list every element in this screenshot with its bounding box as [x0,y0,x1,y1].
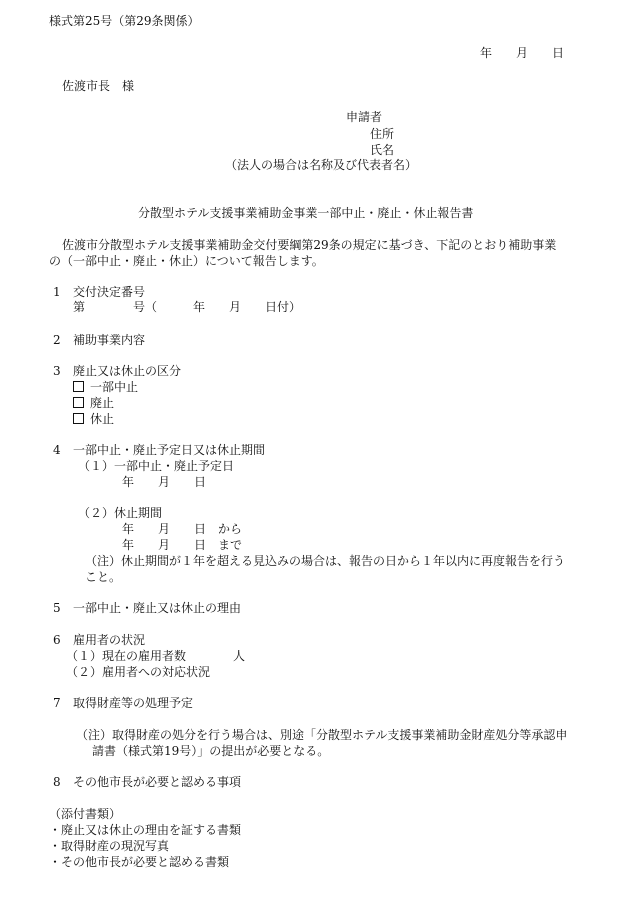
section-4-title: 一部中止・廃止予定日又は休止期間 [73,443,266,457]
checkbox-icon[interactable] [73,397,84,408]
option-suspension[interactable] [73,411,114,427]
corporation-note: （法人の場合は名称及び代表者名） [225,158,418,172]
decision-number-line: 第 号（ 年 月 日付） [73,300,302,314]
section-8-number: 8 [53,775,61,789]
attachment-item: ・取得財産の現況写真 [49,839,170,853]
section-6-number: 6 [53,633,61,647]
suspension-note-line-2: こと。 [85,570,122,584]
period-to-line: 年 月 日 まで [122,538,243,552]
section-7-title: 取得財産等の処理予定 [73,696,194,710]
employee-response-label: （２）雇用者への対応状況 [66,665,211,679]
intro-line-2: の（一部中止・廃止・休止）について報告します。 [49,254,324,268]
section-2-title: 補助事業内容 [73,333,146,347]
checkbox-icon[interactable] [73,413,84,424]
applicant-label: 申請者 [346,110,383,124]
suspension-period-label: （２）休止期間 [78,506,163,520]
option-partial-suspension[interactable] [73,379,138,395]
option-label: 廃止 [90,396,115,410]
intro-line-1: 佐渡市分散型ホテル支援事業補助金交付要綱第29条の規定に基づき、下記のとおり補助事業 [62,238,557,252]
option-abolition[interactable] [73,395,114,411]
section-1-title: 交付決定番号 [73,285,146,299]
section-6-title: 雇用者の状況 [73,633,146,647]
section-8-title: その他市長が必要と認める事項 [73,775,242,789]
employee-count-label: （１）現在の雇用者数 [66,649,187,663]
applicant-name-label: 氏名 [370,143,395,157]
addressee: 佐渡市長 様 [62,79,135,93]
period-from-line: 年 月 日 から [122,522,243,536]
date-line: 年 月 日 [480,46,565,60]
section-2-number: 2 [53,333,61,347]
section-3-title: 廃止又は休止の区分 [73,364,182,378]
attachment-item: ・廃止又は休止の理由を証する書類 [49,823,242,837]
attachments-label: （添付書類） [49,807,122,821]
option-label: 休止 [90,412,115,426]
option-label: 一部中止 [90,380,139,394]
attachment-item: ・その他市長が必要と認める書類 [49,855,230,869]
suspension-note-line-1: （注）休止期間が１年を超える見込みの場合は、報告の日から１年以内に再度報告を行う [85,554,566,568]
checkbox-icon[interactable] [73,381,84,392]
applicant-address-label: 住所 [370,127,395,141]
section-4-number: 4 [53,443,61,457]
property-note-line-2: 請書（様式第19号）」の提出が必要となる。 [92,744,330,758]
employee-count-unit: 人 [233,649,246,663]
section-5-title: 一部中止・廃止又は休止の理由 [73,601,242,615]
document-title: 分散型ホテル支援事業補助金事業一部中止・廃止・休止報告書 [138,206,474,220]
planned-date-line: 年 月 日 [122,475,207,489]
section-1-number: 1 [53,285,61,299]
section-5-number: 5 [53,601,61,615]
section-7-number: 7 [53,696,61,710]
planned-date-label: （１）一部中止・廃止予定日 [78,459,235,473]
property-note-line-1: （注）取得財産の処分を行う場合は、別途「分散型ホテル支援事業補助金財産処分等承認申 [76,728,568,742]
form-number: 様式第25号（第29条関係） [49,14,200,28]
section-3-number: 3 [53,364,61,378]
